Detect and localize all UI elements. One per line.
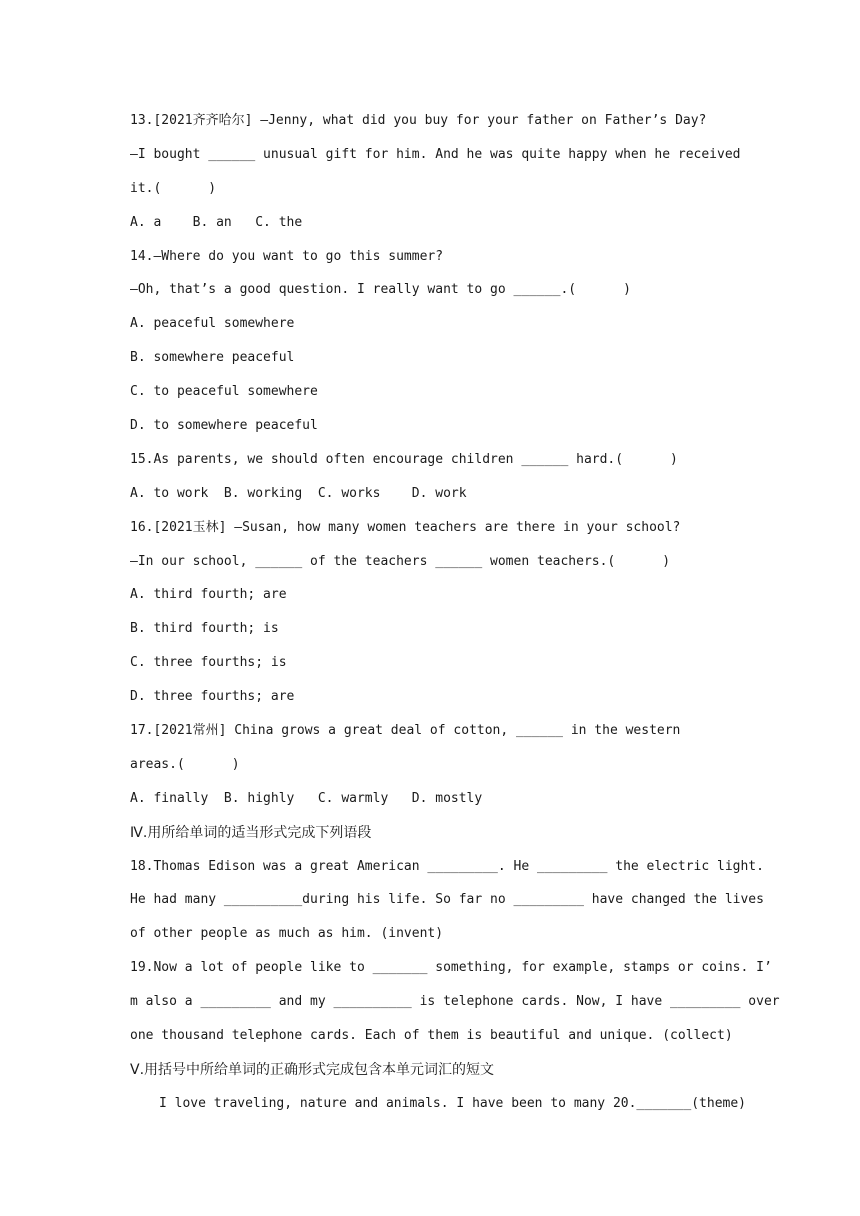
text-line: areas.( ) (130, 756, 240, 772)
option-line: C. three fourths; is (130, 655, 287, 671)
text-line: m also a _________ and my __________ is telephone cards. Now, I have _________ over (130, 994, 780, 1010)
paragraph-line: I love traveling, nature and animals. I have been to many 20._______(theme) (159, 1095, 746, 1111)
section-heading: Ⅴ.用括号中所给单词的正确形式完成包含本单元词汇的短文 (130, 1061, 495, 1078)
question-line: 19.Now a lot of people like to _______ something, for example, stamps or coins. I’ (130, 960, 772, 976)
text-line: —I bought ______ unusual gift for him. And he was quite happy when he received (130, 146, 741, 162)
option-line: D. to somewhere peaceful (130, 418, 318, 434)
text-line: —In our school, ______ of the teachers ______ women teachers.( ) (130, 553, 671, 569)
section-heading: Ⅳ.用所给单词的适当形式完成下列语段 (130, 824, 372, 841)
option-line: C. to peaceful somewhere (130, 384, 318, 400)
question-line: 14.—Where do you want to go this summer? (130, 248, 444, 264)
option-line: A. peaceful somewhere (130, 316, 295, 332)
text-line: it.( ) (130, 180, 217, 196)
question-line: 17.[2021常州] China grows a great deal of cotton, ______ in the western (130, 723, 681, 739)
question-line: 16.[2021玉林] —Susan, how many women teachers are there in your school? (130, 519, 681, 535)
question-line: 15.As parents, we should often encourage children ______ hard.( ) (130, 451, 678, 467)
option-line: A. to work B. working C. works D. work (130, 485, 467, 501)
worksheet-page (130, 109, 780, 1126)
option-line: A. finally B. highly C. warmly D. mostly (130, 790, 483, 806)
question-line: 18.Thomas Edison was a great American _________. He _________ the electric light. (130, 858, 764, 874)
text-line: one thousand telephone cards. Each of them is beautiful and unique. (collect) (130, 1028, 733, 1044)
option-line: A. third fourth; are (130, 587, 287, 603)
text-line: of other people as much as him. (invent) (130, 926, 444, 942)
option-line: D. three fourths; are (130, 689, 295, 705)
text-line: —Oh, that’s a good question. I really want to go ______.( ) (130, 282, 631, 298)
option-line: B. somewhere peaceful (130, 350, 295, 366)
option-line: B. third fourth; is (130, 621, 279, 637)
text-line: He had many __________during his life. So far no _________ have changed the lives (130, 892, 764, 908)
option-line: A. a B. an C. the (130, 214, 303, 230)
question-line: 13.[2021齐齐哈尔] —Jenny, what did you buy for your father on Father’s Day? (130, 113, 707, 128)
